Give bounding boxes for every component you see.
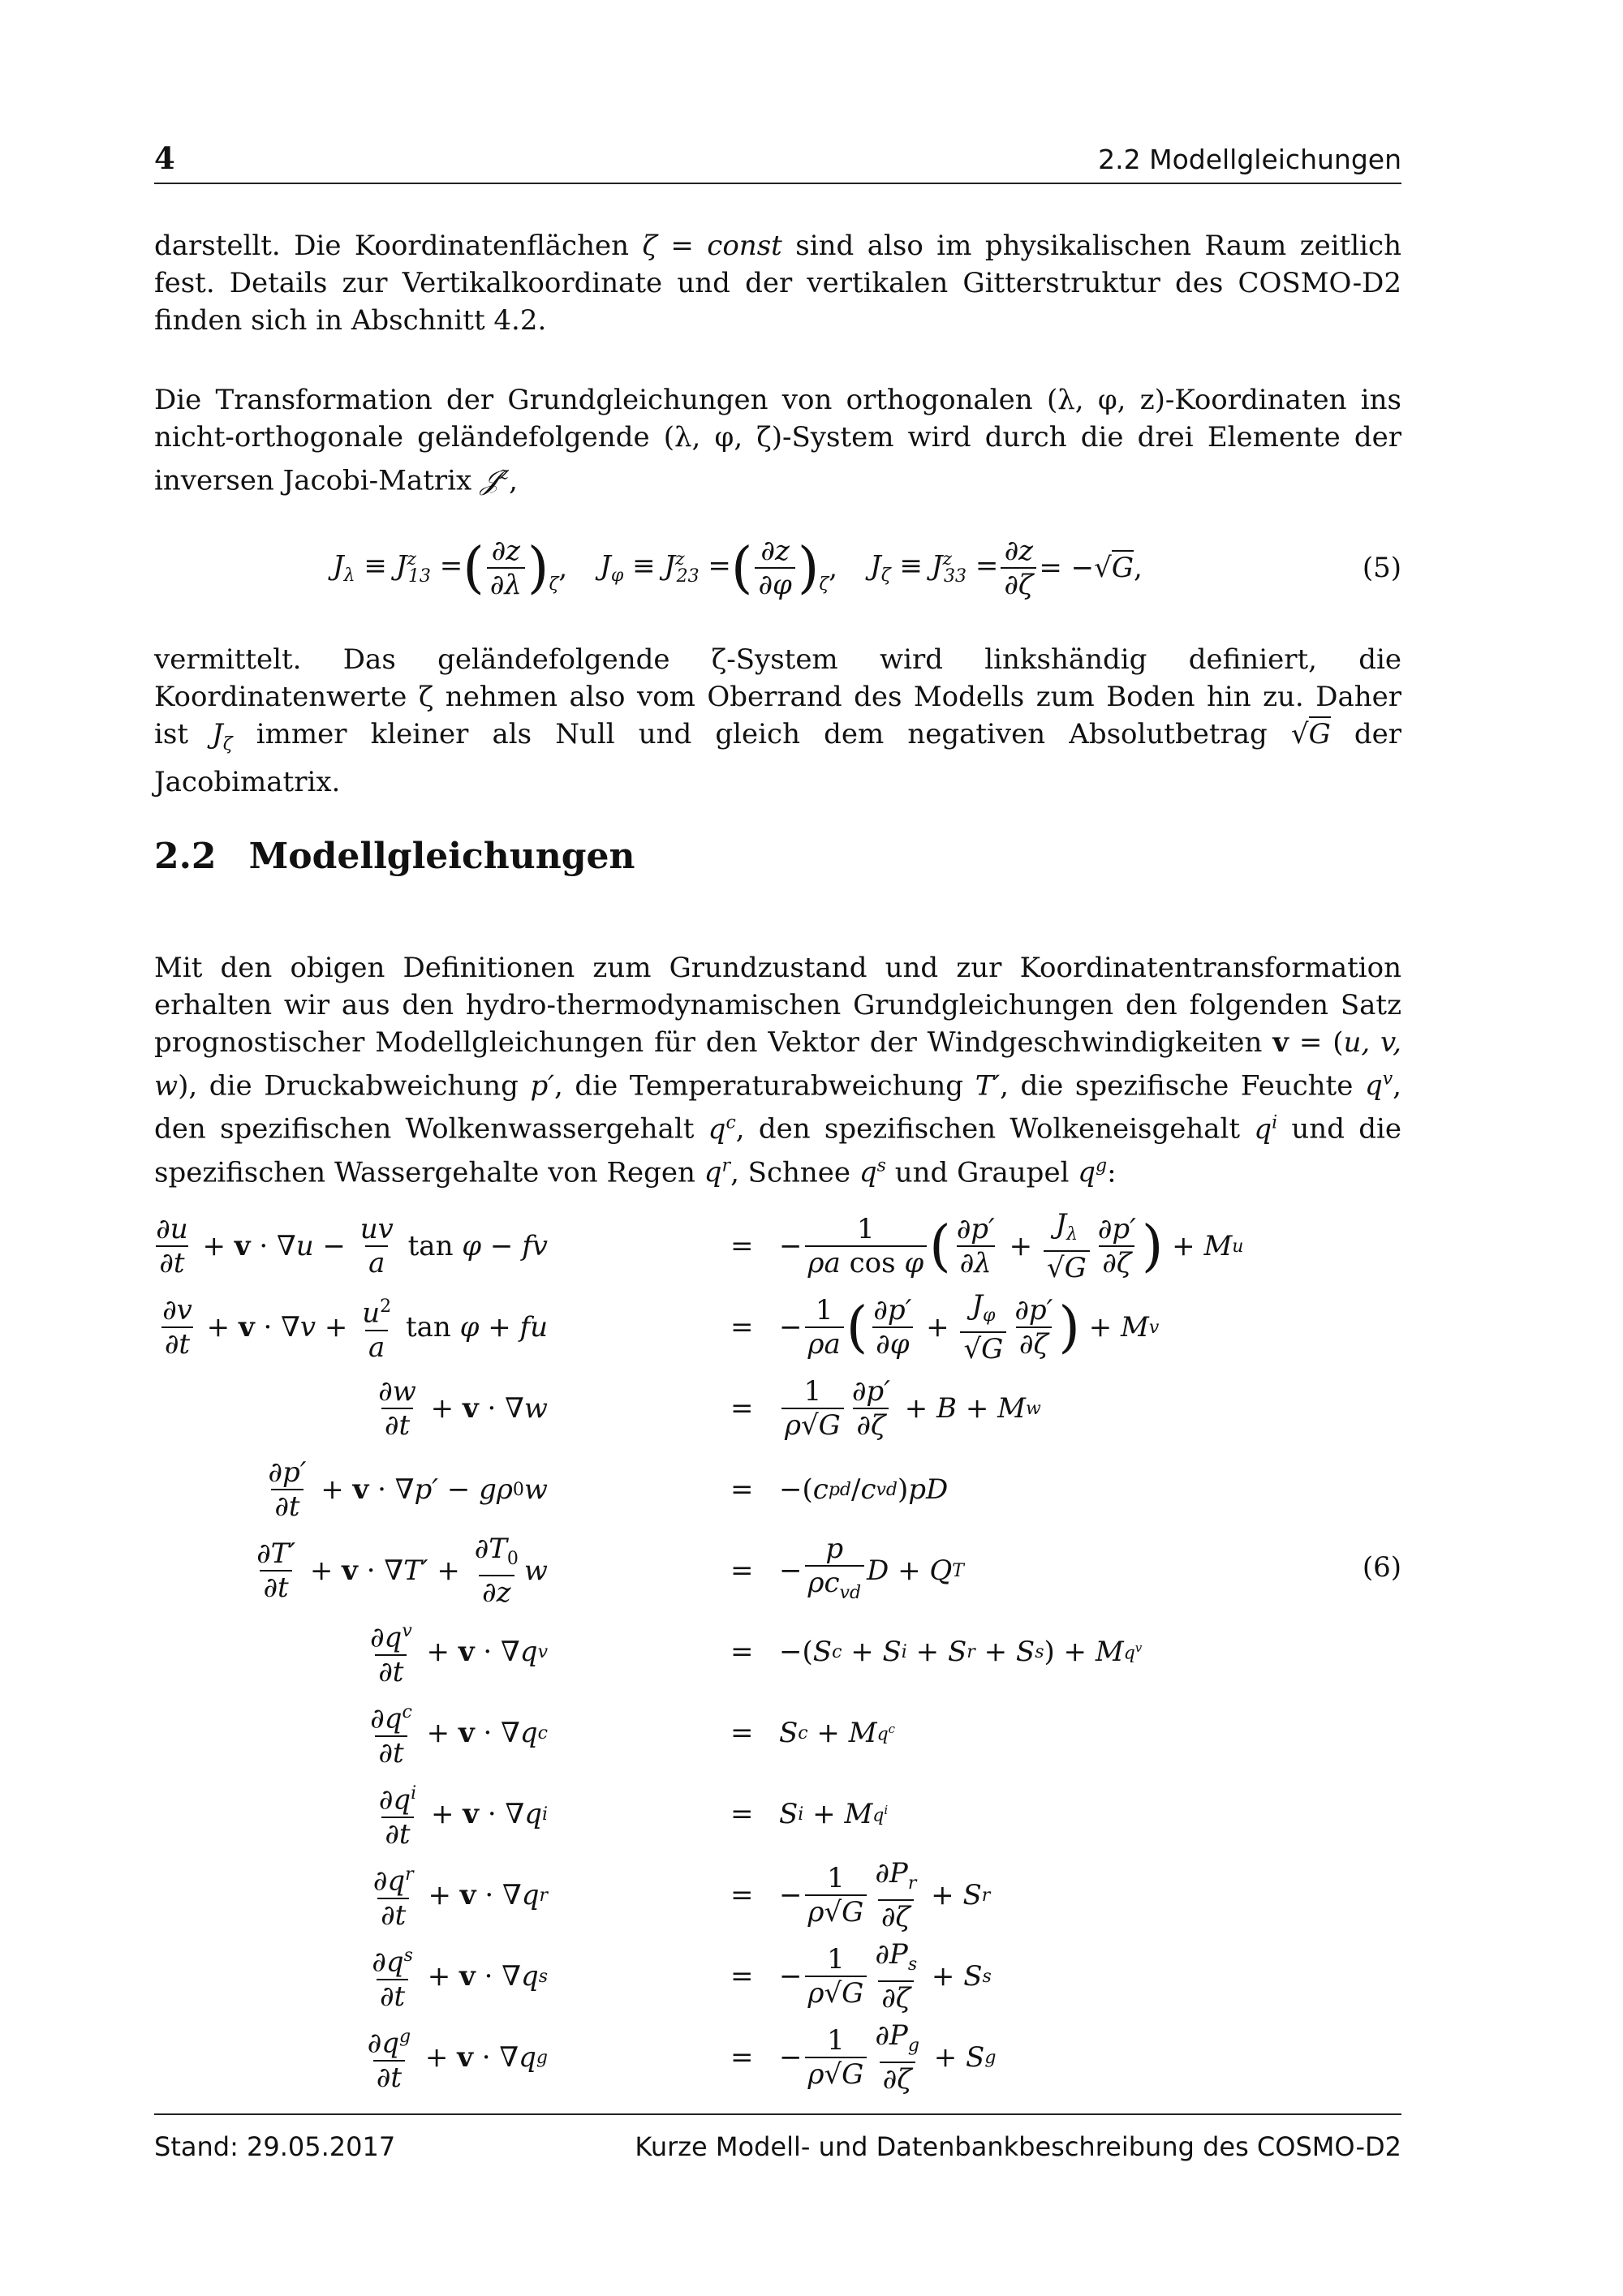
equation-v: $\frac{\partial v}{\partial t}$ + v · ∇ v + $\frac{u^2}{a}$ tan φ + fu = − $\frac{1}{\rho a}$ ( $\frac{\partial p'}{\partial\varphi}$ + $\frac{J_\varphi}{√G}$ $\frac{\partial p'}{\partial\zeta}$ ) + M v	[162, 1288, 1160, 1366]
equation-qg: $\frac{\partial q^g}{\partial t}$ + v · ∇ q g = − $\frac{1}{\rho√G}$ $\frac{\partial P_g}{\partial\zeta}$ + S g	[367, 2019, 997, 2096]
equation-qi: $\frac{\partial q^i}{\partial t}$ + v · ∇ q i = S i + M $q^i$	[378, 1783, 889, 1851]
equation-qc: $\frac{\partial q^c}{\partial t}$ + v · ∇ q c = S c + M $q^c$	[370, 1702, 896, 1769]
para3-text-b: immer kleiner als Null und gleich dem negativen Absolutbetrag	[232, 718, 1291, 750]
paragraph-1	[154, 227, 1401, 339]
math-qv: $q^v$	[1364, 1069, 1393, 1103]
equation-5	[154, 519, 1401, 617]
math-qg: $q^g$	[1078, 1155, 1108, 1189]
para4-text-e: , den spezifischen Wolkenwassergehalt	[154, 1069, 1401, 1146]
para1-text-b: sind also im physikalischen Raum zeitlich fest. Details zur Vertikalkoordinate und der vertikalen Gitterstruktur des COSMO-D2 finden sich in Abschnitt 4.2.	[154, 230, 1401, 337]
math-p-prime: p′	[530, 1069, 554, 1103]
para4-text-a: Mit den obigen Definitionen zum Grundzustand und zur Koordinatentransformation erhalten wir aus den hydro-thermodynamischen Grundgleichungen den folgenden Satz prognostischer Modellgleichungen für den Vektor der Windgeschwindigkeiten	[154, 952, 1401, 1059]
para4-text-i: und Graupel	[885, 1155, 1078, 1189]
paragraph-2	[154, 381, 1401, 499]
math-qs: $q^s$	[859, 1155, 886, 1189]
page-footer	[154, 2113, 1401, 2162]
para1-text-a: darstellt. Die Koordinatenflächen	[154, 230, 643, 262]
footer-date: Stand: 29.05.2017	[154, 2131, 396, 2162]
math-qc: $q^c$	[708, 1112, 736, 1146]
equation-6-number: (6)	[1362, 1551, 1401, 1584]
equation-u: $\frac{\partial u}{\partial t}$ + v · ∇ u − $\frac{uv}{a}$ tan φ − fv = − $\frac{1}{\text{ρa cos φ}}$ ( $\frac{\partial p'}{\partial\lambda}$ + $\frac{J_\lambda}{√G}$ $\frac{\partial p'}{\partial\zeta}$ ) + M u	[156, 1207, 1244, 1285]
para4-text-j: :	[1107, 1155, 1117, 1189]
math-sqrt-g: √G	[1290, 718, 1331, 750]
equation-t: $\frac{\partial T'}{\partial t}$ + v · ∇ T′ + $\frac{\partial T_0}{\partial z}$ w = − $\frac{p}{\rho c_{vd}}$ D + Q T	[256, 1532, 964, 1610]
para2-text-b: ,	[509, 464, 518, 497]
para3-text-a: vermittelt. Das geländefolgende ζ-System wird linkshändig definiert, die Koordinatenwerte ζ nehmen also vom Oberrand des Modells zum Boden hin zu. Daher ist	[154, 643, 1401, 750]
equation-qs: $\frac{\partial q^s}{\partial t}$ + v · ∇ q s = − $\frac{1}{\rho√G}$ $\frac{\partial P_s}{\partial\zeta}$ + S s	[372, 1937, 992, 2015]
section-title: Modellgleichungen	[248, 836, 635, 877]
math-zeta-const: ζ = const	[642, 230, 782, 262]
running-header-section: 2.2 Modellgleichungen	[1098, 144, 1401, 175]
equation-w: $\frac{\partial w}{\partial t}$ + v · ∇ w = $\frac{1}{\rho√G}$ $\frac{\partial p'}{\partial\zeta}$ + B + M w	[378, 1375, 1041, 1442]
footer-document-title: Kurze Modell- und Datenbankbeschreibung des COSMO-D2	[635, 2131, 1401, 2162]
equation-qr: $\frac{\partial q^r}{\partial t}$ + v · ∇ q r = − $\frac{1}{\rho√G}$ $\frac{\partial P_r}{\partial\zeta}$ + S r	[372, 1856, 991, 1934]
para4-text-g: und die spezifischen Wassergehalte von Regen	[154, 1112, 1402, 1189]
math-qi: $q^i$	[1254, 1112, 1278, 1146]
page-header	[154, 134, 1401, 184]
equation-p: $\frac{\partial p'}{\partial t}$ + v · ∇ p′ − gρ 0 w = −( c pd / c vd ) pD	[268, 1456, 949, 1523]
para4-text-h: , Schnee	[730, 1155, 859, 1189]
math-j-zeta: $J_\zeta$	[212, 718, 233, 755]
section-heading	[154, 836, 668, 877]
equation-5-body: $J_\lambda \equiv J^z_{13}$ = ( $\frac{\partial z}{\partial\lambda}$ ) $_\zeta$ , $J_\varphi \equiv J^z_{23}$ = ( $\frac{\partial z}{\partial\varphi}$ ) $_\zeta$ , $J_\zeta \equiv J^z_{33}$ = $\frac{\partial z}{\partial\zeta}$ = −√G,	[333, 535, 1143, 601]
equation-qv: $\frac{\partial q^v}{\partial t}$ + v · ∇ q v = −( S c + S i + S r + S s ) + M $q^v$	[369, 1621, 1143, 1688]
para4-text-b: , die Druckabweichung	[188, 1069, 531, 1103]
math-t-prime: T′	[975, 1069, 1001, 1103]
paragraph-4	[154, 949, 1401, 1191]
para4-text-c: , die Temperaturabweichung	[554, 1069, 975, 1103]
math-wind-vector: v = (u, v, w)	[154, 1026, 1401, 1103]
paragraph-3	[154, 641, 1401, 801]
page-number: 4	[154, 140, 175, 176]
math-qr: $q^r$	[704, 1155, 731, 1189]
math-jacobi-matrix: 𝒥$^z$	[480, 464, 510, 497]
para2-text-a: Die Transformation der Grundgleichungen von orthogonalen (λ, φ, z)-Koordinaten ins nicht-orthogonale geländefolgende (λ, φ, ζ)-System wird durch die drei Elemente der inversen Jacobi-Matrix	[154, 384, 1401, 497]
para3-text-c: der Jacobimatrix.	[154, 718, 1402, 798]
equation-5-number: (5)	[1362, 552, 1401, 584]
para4-text-d: , die spezifische Feuchte	[1000, 1069, 1365, 1103]
section-number: 2.2	[154, 836, 217, 877]
para4-text-f: , den spezifischen Wolkeneisgehalt	[735, 1112, 1255, 1146]
